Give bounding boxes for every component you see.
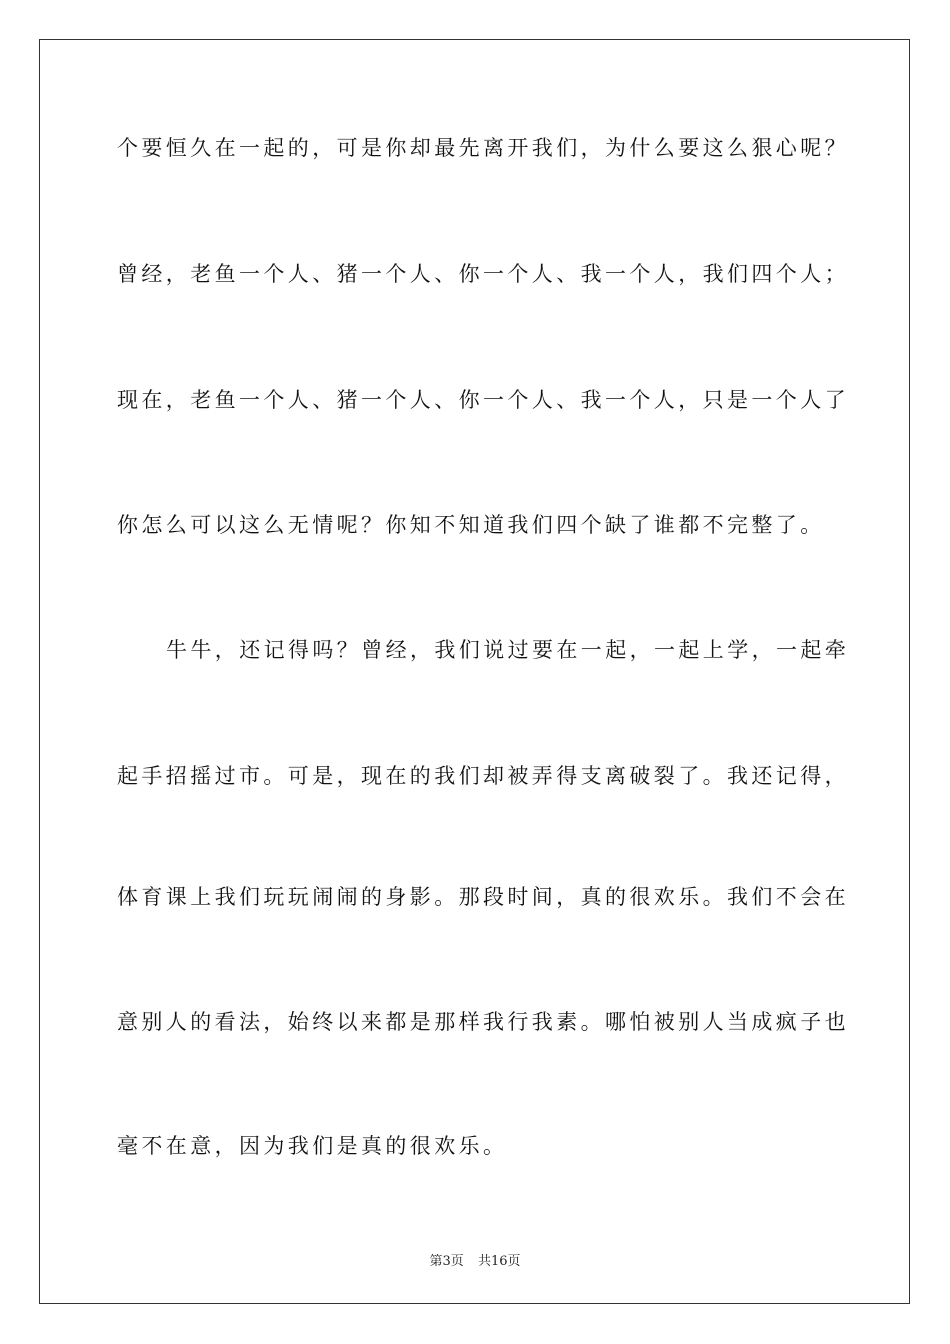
text-line: 意别人的看法，始终以来都是那样我行我素。哪怕被别人当成疯子也 — [117, 1010, 849, 1034]
page-border — [39, 39, 910, 1304]
page-footer — [0, 1250, 950, 1269]
page-total: 共16页 — [477, 1254, 521, 1269]
text-line-indented: 牛牛，还记得吗？曾经，我们说过要在一起，一起上学，一起牵 — [166, 638, 850, 662]
text-line: 个要恒久在一起的，可是你却最先离开我们，为什么要这么狠心呢？ — [117, 136, 849, 160]
text-line: 毫不在意，因为我们是真的很欢乐。 — [117, 1134, 508, 1158]
text-line: 你怎么可以这么无情呢？你知不知道我们四个缺了谁都不完整了。 — [117, 513, 825, 537]
text-line: 曾经，老鱼一个人、猪一个人、你一个人、我一个人，我们四个人； — [117, 262, 849, 286]
text-line: 现在，老鱼一个人、猪一个人、你一个人、我一个人，只是一个人了 — [117, 388, 849, 412]
text-line: 体育课上我们玩玩闹闹的身影。那段时间，真的很欢乐。我们不会在 — [117, 885, 849, 909]
text-line: 起手招摇过市。可是，现在的我们却被弄得支离破裂了。我还记得， — [117, 764, 849, 788]
page-number: 第3页 — [429, 1254, 464, 1269]
